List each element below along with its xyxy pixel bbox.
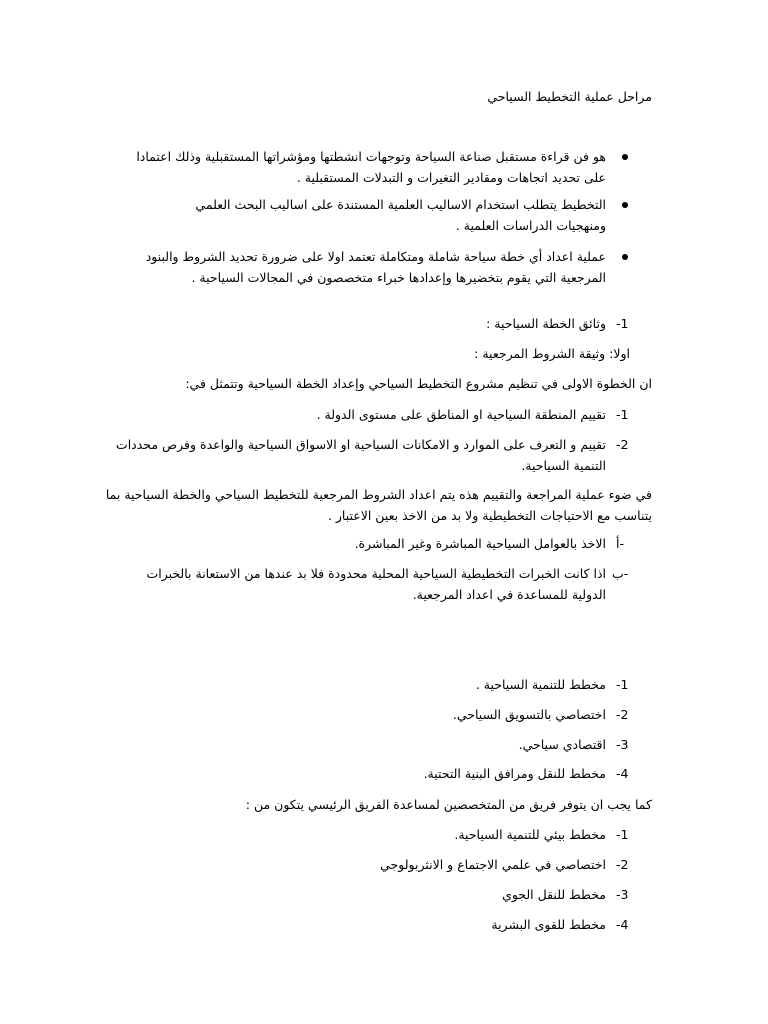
list-number: -4	[616, 766, 629, 781]
bullet-item: هو فن قراءة مستقبل صناعة السياحة وتوجهات انشطتها ومؤشراتها المستقبلية وذلك اعتمادا على تحديد اتجاهات ومقادير التغيرات و التبدلات المستقبلية .	[136, 149, 606, 185]
bullet-dot	[622, 202, 628, 208]
list-number: -1	[616, 407, 629, 422]
list-number: -2	[616, 707, 629, 722]
bullet-item: عملية اعداد أي خطة سياحة شاملة ومتكاملة تعتمد اولا على ضرورة تحديد الشروط والبنود المرجعية التي يقوم بتخضيرها وإعدادها خبراء متخصصون في المجالات السياحية .	[145, 249, 606, 285]
list-item: مخطط للتنمية السياحية .	[475, 677, 606, 692]
list-item: مخطط بيئي للتنمية السياحية.	[454, 827, 606, 842]
list-number: -2	[616, 437, 629, 452]
paragraph: في ضوء عملية المراجعة والتقييم هذه يتم اعداد الشروط المرجعية للتخطيط السياحي والخطة السياحية بما يتناسب مع الاحتياجات التخطيطية ولا بد من الاخذ بعين الاعتبار .	[105, 487, 652, 523]
list-item: تقييم و التعرف على الموارد و الامكانات السياحية او الاسواق السياحية والواعدة وفرص محددات التنمية السياحية.	[115, 437, 606, 473]
list-number: -3	[616, 887, 629, 902]
list-number: -1	[616, 316, 629, 331]
list-number: -1	[616, 677, 629, 692]
section-heading: اولا: وثيقة الشروط المرجعية :	[474, 346, 630, 361]
list-item: اختصاصي بالتسويق السياحي.	[452, 707, 606, 722]
list-item: مخطط للنقل الجوي	[502, 887, 606, 902]
list-item: اذا كانت الخبرات التخطيطية السياحية المحلية محدودة فلا بد عندها من الاستعانة بالخبرات الدولية للمساعدة في اعداد المرجعية.	[146, 566, 606, 602]
list-item: وثائق الخطة السياحية :	[486, 316, 606, 331]
list-number: -3	[616, 737, 629, 752]
list-letter: ب-	[612, 566, 629, 581]
list-item: مخطط للنقل ومرافق البنية التحتية.	[423, 766, 606, 781]
list-item: الاخذ بالعوامل السياحية المباشرة وغير المباشرة.	[354, 536, 606, 551]
list-item: مخطط للقوى البشرية	[491, 917, 606, 932]
paragraph: ان الخطوة الاولى في تنظيم مشروع التخطيط السياحي وإعداد الخطة السياحية وتتمثل في:	[185, 376, 652, 391]
list-number: -1	[616, 827, 629, 842]
bullet-dot	[622, 254, 628, 260]
list-item: اختصاصي في علمي الاجتماع و الانثربولوجي	[380, 857, 606, 872]
document-title: مراحل عملية التخطيط السياحي	[487, 89, 652, 104]
list-item: تقييم المنطقة السياحية او المناطق على مستوى الدولة .	[316, 407, 606, 422]
paragraph: كما يجب ان يتوفر فريق من المتخصصين لمساعدة الفريق الرئيسي يتكون من :	[245, 797, 652, 812]
bullet-item: التخطيط يتطلب استخدام الاساليب العلمية المستندة على اساليب البحث العلمي ومنهجيات الدراسات العلمية .	[195, 197, 606, 233]
list-item: اقتصادي سياحي.	[518, 737, 606, 752]
bullet-dot	[622, 154, 628, 160]
list-number: -4	[616, 917, 629, 932]
list-letter: أ-	[616, 536, 624, 551]
list-number: -2	[616, 857, 629, 872]
